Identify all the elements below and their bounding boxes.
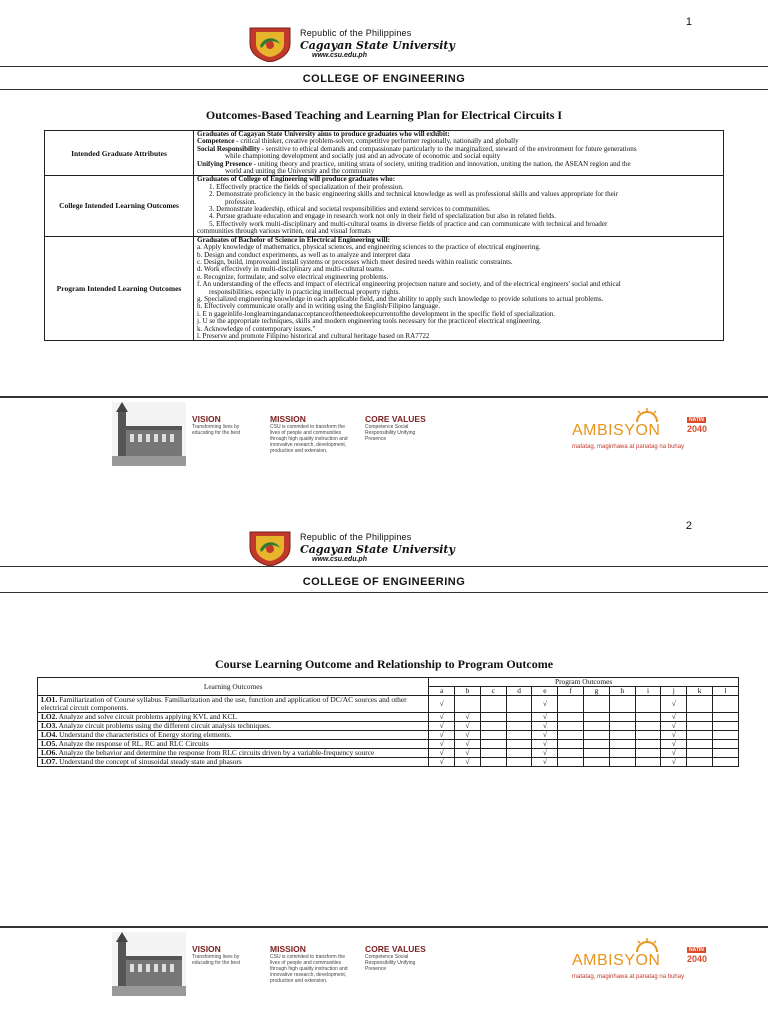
line-text: profession. <box>225 197 257 206</box>
line-text: a. Apply knowledge of mathematics, physical sciences, and engineering sciences to the practice of electrical engineering. <box>197 243 541 252</box>
ambisyon-logo <box>572 938 722 996</box>
po-letter-g: g <box>584 687 610 696</box>
po-cell-b <box>455 696 481 713</box>
row-line <box>197 228 720 235</box>
natin-badge: NATIN <box>689 417 704 423</box>
check-icon: √ <box>439 739 444 748</box>
mission-block <box>270 414 356 454</box>
page-number: 2 <box>685 520 692 532</box>
check-icon: √ <box>465 730 470 739</box>
line-text: l. Preserve and promote Filipino historical and cultural heritage based on RA7722 <box>197 331 430 340</box>
po-cell-f <box>558 740 584 749</box>
po-letter-b: b <box>455 687 481 696</box>
footer-2 <box>0 928 768 1036</box>
po-letter-f: f <box>558 687 584 696</box>
check-icon: √ <box>439 730 444 739</box>
row-content <box>194 131 724 176</box>
lo-code: LO5. <box>41 739 58 748</box>
lo-text: Analyze the response of RL, RC and RLC Circuits <box>57 739 209 748</box>
po-cell-l <box>713 758 739 767</box>
website-link[interactable]: www.csu.edu.ph <box>312 52 367 59</box>
po-cell-l <box>713 696 739 713</box>
check-icon: √ <box>465 712 470 721</box>
row-content <box>194 236 724 341</box>
lo-code: LO2. <box>41 712 58 721</box>
line-text: c. Design, build, improveand install systems or processes which meet desired needs within realistic constraints. <box>197 257 513 266</box>
website-link[interactable]: www.csu.edu.ph <box>312 556 367 563</box>
page-2 <box>0 510 768 1024</box>
check-icon: √ <box>671 739 676 748</box>
vision-text: Transforming lives by educating for the best <box>192 954 241 966</box>
po-cell-l <box>713 749 739 758</box>
line-text: while championing development and socially just and an advocate of economic and social equity <box>225 152 501 161</box>
vision-title: VISION <box>192 414 221 424</box>
po-cell-c <box>480 696 506 713</box>
check-icon: √ <box>542 712 547 721</box>
po-cell-h <box>609 731 635 740</box>
lo-text: Understand the concept of sinusoidal steady state and phasors <box>57 757 242 766</box>
line-text: world and uniting the University and the community <box>225 167 375 176</box>
row-content <box>194 176 724 236</box>
line-text: communities through various written, oral and visual formats <box>197 227 371 236</box>
po-cell-g <box>584 758 610 767</box>
ambisyon-tagline: matatag, maginhawa at panatag na buhay <box>572 974 685 980</box>
outcomes-row <box>45 236 724 341</box>
mission-title: MISSION <box>270 414 306 424</box>
po-cell-f <box>558 713 584 722</box>
year-2040: 2040 <box>687 954 708 964</box>
line-text: j. U se the appropriate techniques, skills and modern engineering tools necessary for the practiceof electrical engineering. <box>197 317 542 326</box>
lo-text: Analyze circuit problems using the different circuit analysis techniques. <box>57 721 271 730</box>
po-cell-k <box>687 722 713 731</box>
po-cell-g <box>584 696 610 713</box>
college-title: COLLEGE OF ENGINEERING <box>302 73 466 85</box>
check-icon: √ <box>439 748 444 757</box>
document-title: Outcomes-Based Teaching and Learning Plan for Electrical Circuits I <box>205 108 563 122</box>
check-icon: √ <box>671 730 676 739</box>
footer-1 <box>0 398 768 506</box>
check-icon: √ <box>671 699 676 708</box>
po-cell-f <box>558 749 584 758</box>
sun-icon <box>634 938 660 952</box>
po-cell-h <box>609 758 635 767</box>
line-text: - critical thinker, creative problem-solver, competitive performer regionally, nationally and globally <box>234 137 519 146</box>
header-text <box>300 28 455 59</box>
po-cell-l <box>713 740 739 749</box>
section-title: Course Learning Outcome and Relationship to Program Outcome <box>214 657 554 671</box>
po-cell-e <box>532 758 558 767</box>
outcomes-table <box>44 130 724 341</box>
lo-text: Understand the characteristics of Energy storing elements. <box>57 730 232 739</box>
po-cell-k <box>687 696 713 713</box>
row-heading: Graduates of Bachelor of Science in Electrical Engineering will: <box>197 235 390 244</box>
check-icon: √ <box>439 712 444 721</box>
line-text: 3. Demonstrate leadership, ethical and societal responsibilities and extend services to communities. <box>209 205 491 214</box>
po-cell-i <box>635 696 661 713</box>
check-icon: √ <box>671 748 676 757</box>
university-header <box>0 26 768 66</box>
po-cell-d <box>506 749 532 758</box>
check-icon: √ <box>542 730 547 739</box>
outcome-mapping-table <box>37 677 739 767</box>
check-icon: √ <box>439 699 444 708</box>
core-values-block <box>365 944 437 972</box>
natin-badge: NATIN <box>689 947 704 953</box>
line-text: f. An understanding of the effects and impact of electrical engineering projectson nature and society, and of the electrical engineers' social and ethical <box>197 280 621 289</box>
po-cell-g <box>584 749 610 758</box>
vision-title: VISION <box>192 944 221 954</box>
row-line <box>197 168 720 175</box>
po-cell-d <box>506 740 532 749</box>
row-heading: Graduates of Cagayan State University aims to produce graduates who will exhibit: <box>197 130 450 138</box>
po-cell-j <box>661 696 687 713</box>
check-icon: √ <box>671 712 676 721</box>
check-icon: √ <box>465 748 470 757</box>
po-cell-d <box>506 696 532 713</box>
line-text: h. Effectively communicate orally and in writing using the English/Filipino language. <box>197 302 440 311</box>
lo-code: LO7. <box>41 757 58 766</box>
header-text <box>300 532 455 563</box>
vision-block <box>192 944 260 966</box>
po-cell-k <box>687 749 713 758</box>
header-divider-top <box>0 66 768 67</box>
po-cell-f <box>558 696 584 713</box>
university-name: Cagayan State University <box>300 39 455 52</box>
lo-text: Familiarization of Course syllabus. Familiarization and the use, function and application of DC/AC sources and other electrical circuit components. <box>41 695 407 712</box>
vision-block <box>192 414 260 436</box>
line-text: b. Design and conduct experiments, as well as to analyze and interpret data <box>197 250 411 259</box>
university-name: Cagayan State University <box>300 543 455 556</box>
learning-outcome-cell <box>38 696 429 713</box>
ambisyon-word: AMBISYON <box>572 422 661 439</box>
check-icon: √ <box>542 748 547 757</box>
po-cell-h <box>609 696 635 713</box>
po-cell-f <box>558 722 584 731</box>
po-letter-l: l <box>713 687 739 696</box>
core-values-text: Competence Social Responsibility Unifying Presence <box>365 954 416 972</box>
header-divider-top <box>0 566 768 567</box>
check-icon: √ <box>542 757 547 766</box>
building-icon <box>112 402 186 466</box>
table-row <box>38 758 739 767</box>
header-divider-bottom <box>0 89 768 90</box>
po-cell-h <box>609 749 635 758</box>
row-label: Intended Graduate Attributes <box>45 131 194 176</box>
core-values-title: CORE VALUES <box>365 414 426 424</box>
page-1 <box>0 0 768 510</box>
check-icon: √ <box>542 721 547 730</box>
po-cell-i <box>635 713 661 722</box>
po-cell-d <box>506 758 532 767</box>
po-cell-c <box>480 713 506 722</box>
college-title: COLLEGE OF ENGINEERING <box>302 576 466 588</box>
line-text: 1. Effectively practice the fields of specialization of their profession. <box>209 182 404 191</box>
row-label: Program Intended Learning Outcomes <box>45 236 194 341</box>
row-heading: Graduates of College of Engineering will produce graduates who: <box>197 175 396 184</box>
lo-text: Analyze and solve circuit problems applying KVL and KCL <box>57 712 237 721</box>
mission-block <box>270 944 356 984</box>
lo-code: LO1. <box>41 695 58 704</box>
outcomes-row <box>45 131 724 176</box>
po-cell-c <box>480 758 506 767</box>
check-icon: √ <box>542 739 547 748</box>
po-cell-g <box>584 722 610 731</box>
po-cell-g <box>584 740 610 749</box>
po-cell-h <box>609 713 635 722</box>
po-cell-c <box>480 740 506 749</box>
ambisyon-word: AMBISYON <box>572 952 661 969</box>
ambisyon-tagline: matatag, maginhawa at panatag na buhay <box>572 444 685 450</box>
mission-text: CSU is commited to transform the lives of people and communities through high quality instruction and innovative research, development, production and extension. <box>270 954 348 984</box>
line-text: e. Recognize, formulate, and solve electrical engineering problems. <box>197 272 389 281</box>
line-text: d. Work effectively in multi-disciplinary and multi-cultural teams. <box>197 265 385 274</box>
line-text: g. Specialized engineering knowledge in each applicable field, and the ability to apply such knowledge to provide solutions to actual problems. <box>197 294 604 303</box>
republic-text: Republic of the Philippines <box>300 28 412 38</box>
lo-text: Analyze the behavior and determine the response from RLC circuits driven by a variable-frequency source <box>57 748 375 757</box>
po-letter-e: e <box>532 687 558 696</box>
lo-code: LO3. <box>41 721 58 730</box>
core-values-title: CORE VALUES <box>365 944 426 954</box>
check-icon: √ <box>465 739 470 748</box>
po-cell-g <box>584 713 610 722</box>
sun-icon <box>634 408 660 422</box>
line-text: 5. Effectively work multi-disciplinary and multi-cultural teams in diverse fields of practice and can communicate with technical and broader <box>209 219 608 228</box>
learning-outcomes-header: Learning Outcomes <box>38 678 429 696</box>
table-row <box>38 696 739 713</box>
core-values-block <box>365 414 437 442</box>
line-term: Unifying Presence <box>197 159 252 168</box>
po-cell-g <box>584 731 610 740</box>
po-cell-k <box>687 758 713 767</box>
outcomes-row <box>45 176 724 236</box>
po-letter-a: a <box>429 687 455 696</box>
learning-outcome-cell <box>38 758 429 767</box>
po-cell-e <box>532 696 558 713</box>
po-letter-c: c <box>480 687 506 696</box>
po-cell-i <box>635 740 661 749</box>
line-text: k. Acknowledge of contemporary issues." <box>197 324 316 333</box>
po-cell-k <box>687 731 713 740</box>
line-term: Social Responsibility <box>197 144 260 153</box>
check-icon: √ <box>465 721 470 730</box>
row-line <box>197 333 720 340</box>
po-letter-d: d <box>506 687 532 696</box>
po-cell-f <box>558 731 584 740</box>
po-cell-h <box>609 740 635 749</box>
line-text: 2. Demonstrate proficiency in the basic engineering skills and technical knowledge as well as professional skills and values appropriate for their <box>209 190 619 199</box>
po-cell-a <box>429 758 455 767</box>
line-text: i. E n gageinlife-longlearningandanacceptanceoftheneedtokeepcurrentofthe development in the specific field of specialization. <box>197 309 556 318</box>
vision-text: Transforming lives by educating for the best <box>192 424 241 436</box>
lo-code: LO6. <box>41 748 58 757</box>
po-cell-i <box>635 731 661 740</box>
po-cell-f <box>558 758 584 767</box>
po-cell-h <box>609 722 635 731</box>
po-cell-c <box>480 731 506 740</box>
po-letter-j: j <box>661 687 687 696</box>
line-text: 4. Pursue graduate education and engage in research work not only in their field of specialization but also in related fields. <box>209 212 557 221</box>
po-cell-j <box>661 758 687 767</box>
check-icon: √ <box>439 757 444 766</box>
ambisyon-logo <box>572 408 722 466</box>
po-cell-c <box>480 749 506 758</box>
check-icon: √ <box>671 721 676 730</box>
check-icon: √ <box>542 699 547 708</box>
program-outcomes-header: Program Outcomes <box>429 678 739 687</box>
row-line <box>197 191 720 198</box>
csu-logo-icon <box>248 26 292 62</box>
row-label: College Intended Learning Outcomes <box>45 176 194 236</box>
lo-code: LO4. <box>41 730 58 739</box>
po-letter-i: i <box>635 687 661 696</box>
check-icon: √ <box>465 757 470 766</box>
po-cell-i <box>635 722 661 731</box>
line-text: - uniting theory and practice, uniting strata of society, uniting tradition and innovation, uniting the nation, the ASEAN region and the <box>251 159 631 168</box>
mission-title: MISSION <box>270 944 306 954</box>
po-cell-d <box>506 731 532 740</box>
po-cell-l <box>713 713 739 722</box>
po-cell-c <box>480 722 506 731</box>
po-letter-k: k <box>687 687 713 696</box>
line-text: - sensitive to ethical demands and compassionate particularly to the marginalized, steward of the environment for future generations <box>259 144 637 153</box>
year-2040: 2040 <box>687 424 708 434</box>
header-divider-bottom <box>0 592 768 593</box>
line-text: responsibilities, especially in practicing intellectual property rights. <box>209 287 401 296</box>
po-cell-b <box>455 758 481 767</box>
po-cell-i <box>635 758 661 767</box>
csu-logo-icon <box>248 530 292 566</box>
po-cell-k <box>687 713 713 722</box>
core-values-text: Competence Social Responsibility Unifying Presence <box>365 424 416 442</box>
building-icon <box>112 932 186 996</box>
po-cell-l <box>713 722 739 731</box>
po-cell-a <box>429 696 455 713</box>
po-cell-l <box>713 731 739 740</box>
line-term: Competence <box>197 137 235 146</box>
po-cell-k <box>687 740 713 749</box>
check-icon: √ <box>671 757 676 766</box>
po-cell-d <box>506 713 532 722</box>
university-header <box>0 530 768 570</box>
republic-text: Republic of the Philippines <box>300 532 412 542</box>
mission-text: CSU is commited to transform the lives of people and communities through high quality instruction and innovative research, development, production and extension. <box>270 424 348 454</box>
po-letter-h: h <box>609 687 635 696</box>
po-cell-d <box>506 722 532 731</box>
check-icon: √ <box>439 721 444 730</box>
page-number: 1 <box>685 16 692 28</box>
po-cell-i <box>635 749 661 758</box>
